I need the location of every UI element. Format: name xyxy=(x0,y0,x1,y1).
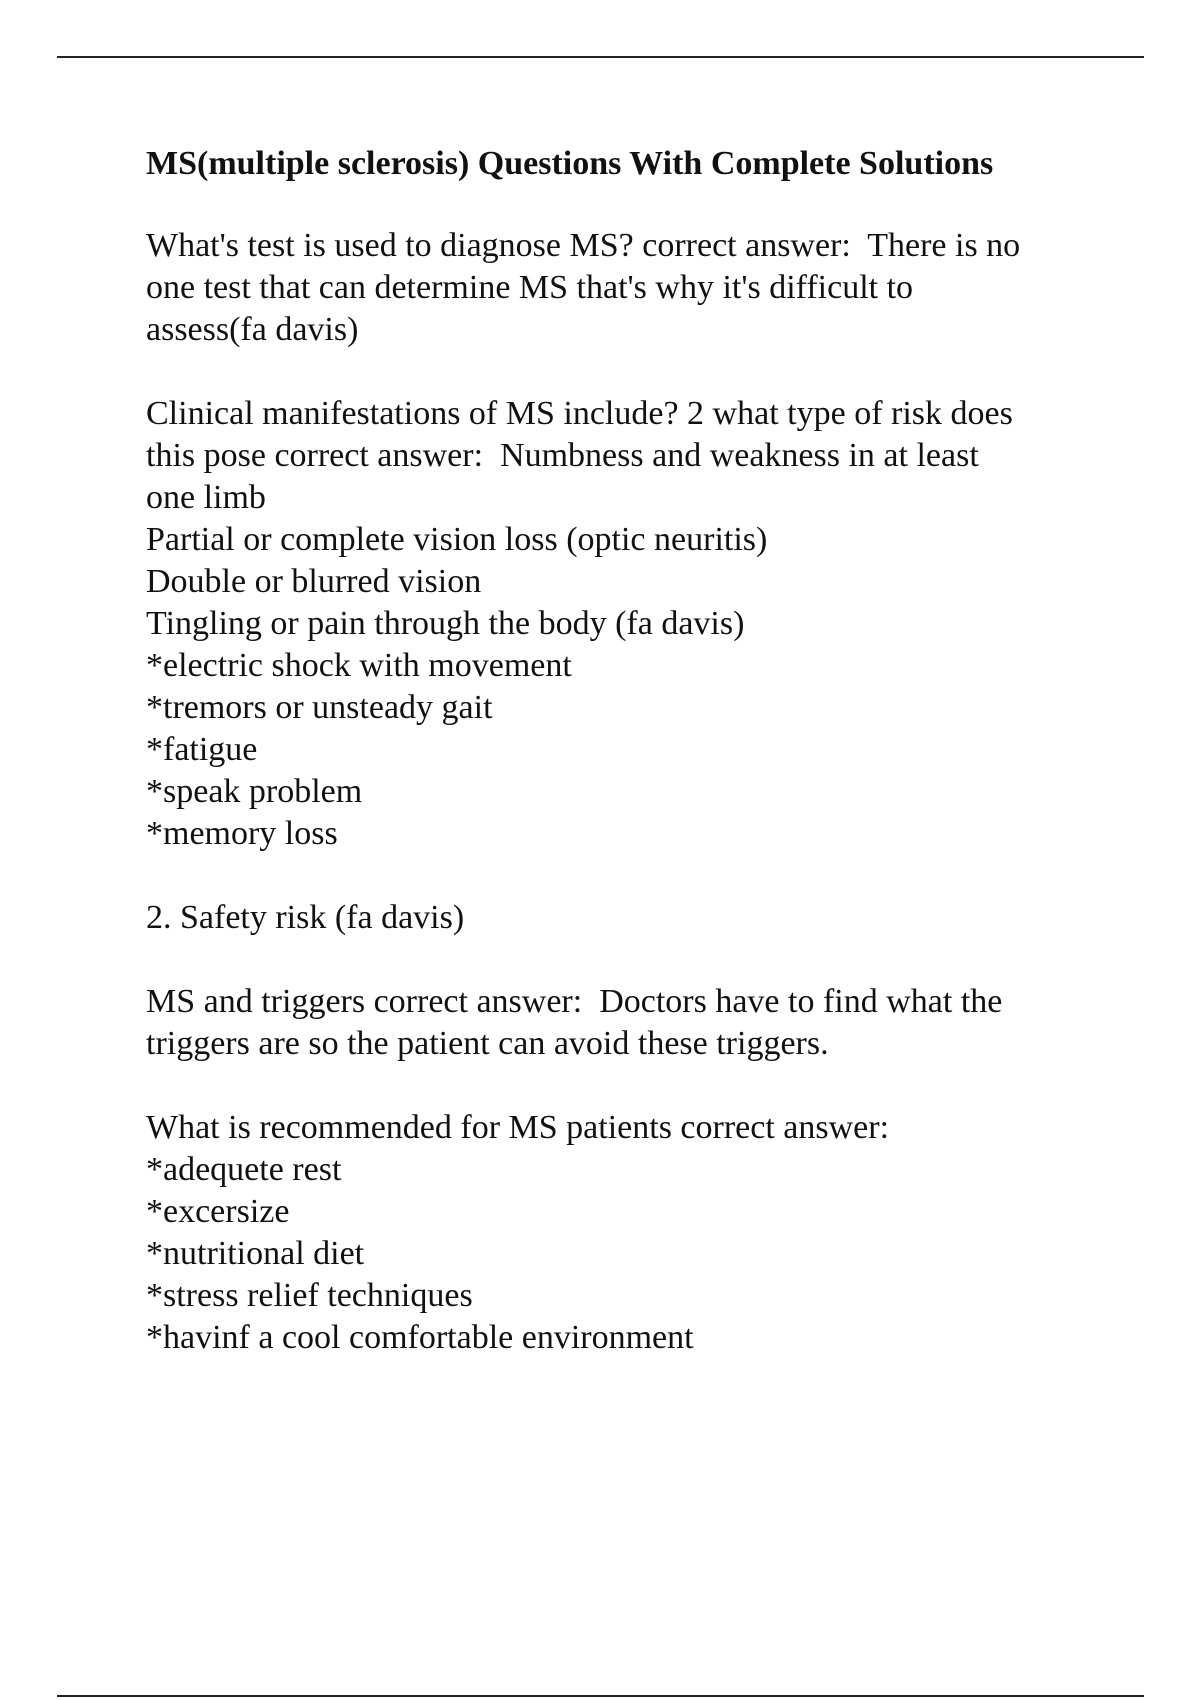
bottom-divider xyxy=(57,1695,1144,1697)
list-item: *havinf a cool comfortable environment xyxy=(146,1319,694,1356)
answer-safety-risk xyxy=(146,897,1106,939)
list-item: *speak problem xyxy=(146,773,363,810)
text-line: Tingling or pain through the body (fa davis) xyxy=(146,605,745,642)
list-item: *adequete rest xyxy=(146,1151,342,1188)
list-item: *memory loss xyxy=(146,815,338,852)
question-ms-triggers xyxy=(146,981,1106,1065)
text-line: Partial or complete vision loss (optic neuritis) xyxy=(146,521,768,558)
text-line: this pose correct answer: Numbness and weakness in at least xyxy=(146,437,979,474)
list-item: *nutritional diet xyxy=(146,1235,365,1272)
text-line: MS and triggers correct answer: Doctors have to find what the xyxy=(146,983,1003,1020)
top-divider xyxy=(57,56,1144,58)
document-title: MS(multiple sclerosis) Questions With Complete Solutions xyxy=(146,145,994,182)
list-item: *excersize xyxy=(146,1193,290,1230)
text-line: Double or blurred vision xyxy=(146,563,482,600)
question-recommendations xyxy=(146,1107,1106,1359)
list-item: *stress relief techniques xyxy=(146,1277,473,1314)
list-item: *tremors or unsteady gait xyxy=(146,689,493,726)
text-line: assess(fa davis) xyxy=(146,311,359,348)
text-line: one limb xyxy=(146,479,266,516)
list-item: *electric shock with movement xyxy=(146,647,572,684)
text-line: one test that can determine MS that's why it's difficult to xyxy=(146,269,914,306)
list-item: *fatigue xyxy=(146,731,258,768)
text-line: triggers are so the patient can avoid these triggers. xyxy=(146,1025,829,1062)
question-diagnose-ms xyxy=(146,225,1106,351)
text-line: 2. Safety risk (fa davis) xyxy=(146,899,465,936)
document-body xyxy=(146,143,1106,1401)
text-line: What's test is used to diagnose MS? correct answer: There is no xyxy=(146,227,1021,264)
text-line: What is recommended for MS patients correct answer: xyxy=(146,1109,890,1146)
text-line: Clinical manifestations of MS include? 2 what type of risk does xyxy=(146,395,1013,432)
question-clinical-manifestations xyxy=(146,393,1106,855)
